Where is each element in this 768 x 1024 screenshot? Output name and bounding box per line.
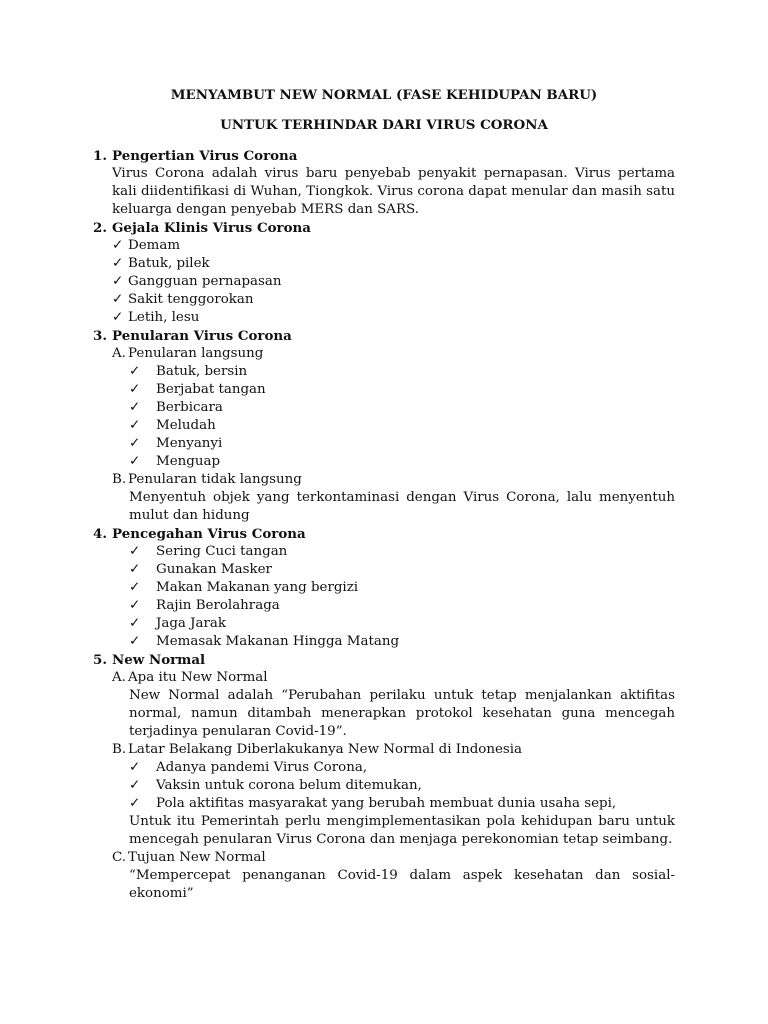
checkmark-icon: ✓	[129, 400, 141, 415]
checkmark-icon: ✓	[129, 562, 141, 577]
checkmark-icon: ✓	[129, 454, 141, 469]
list-item: ✓ Memasak Makanan Hingga Matang	[129, 634, 400, 649]
subsection-c-paragraph: “Mempercepat penanganan Covid-19 dalam aspek kesehatan dan sosial-ekonomi”	[129, 868, 675, 901]
checkmark-icon: ✓	[129, 436, 141, 451]
checkmark-icon: ✓	[129, 598, 141, 613]
section-title: New Normal	[112, 652, 206, 668]
checkmark-icon: ✓	[129, 382, 141, 397]
checkmark-icon: ✓	[129, 580, 141, 595]
section-2-heading	[93, 219, 675, 237]
section-number: 1.	[93, 148, 107, 164]
list-item: ✓ Makan Makanan yang bergizi	[129, 580, 359, 595]
list-item: ✓ Berjabat tangan	[129, 382, 266, 397]
section-number: 3.	[93, 328, 107, 344]
subsection-b-heading: B. Penularan tidak langsung	[112, 472, 302, 487]
list-item: ✓ Berbicara	[129, 400, 223, 415]
list-item: ✓ Gunakan Masker	[129, 562, 272, 577]
subsection-a-heading: A. Penularan langsung	[112, 346, 264, 361]
subsection-c-heading: C. Tujuan New Normal	[112, 850, 266, 865]
checkmark-icon: ✓	[112, 274, 124, 289]
checkmark-icon: ✓	[129, 364, 141, 379]
list-item: ✓ Rajin Berolahraga	[129, 598, 280, 613]
list-item: ✓ Pola aktifitas masyarakat yang berubah membuat dunia usaha sepi,	[129, 796, 617, 811]
list-item: ✓ Gangguan pernapasan	[112, 274, 282, 289]
list-item: ✓ Letih, lesu	[112, 310, 200, 325]
subsection-b-paragraph: Menyentuh objek yang terkontaminasi dengan Virus Corona, lalu menyentuh mulut dan hidung	[129, 490, 675, 523]
list-item: ✓ Meludah	[129, 418, 216, 433]
checkmark-icon: ✓	[112, 238, 124, 253]
section-title: Pengertian Virus Corona	[112, 148, 298, 164]
section-3-heading	[93, 327, 675, 345]
checkmark-icon: ✓	[112, 292, 124, 307]
document-title-line-1: MENYAMBUT NEW NORMAL (FASE KEHIDUPAN BARU)	[170, 87, 598, 103]
section-title: Pencegahan Virus Corona	[112, 526, 306, 542]
list-item: ✓ Menyanyi	[129, 436, 223, 451]
list-item: ✓ Menguap	[129, 454, 221, 469]
checkmark-icon: ✓	[129, 760, 141, 775]
subsection-a-paragraph: New Normal adalah “Perubahan perilaku untuk tetap menjalankan aktifitas normal, namun ditambah menerapkan protokol kesehatan guna mencegah terjadinya penularan Covid-19”.	[129, 688, 675, 739]
checkmark-icon: ✓	[129, 544, 141, 559]
list-item: ✓ Adanya pandemi Virus Corona,	[129, 760, 368, 775]
checkmark-icon: ✓	[112, 310, 124, 325]
document-body	[93, 147, 675, 903]
section-4-heading	[93, 525, 675, 543]
list-item: ✓ Sakit tenggorokan	[112, 292, 254, 307]
checkmark-icon: ✓	[112, 256, 124, 271]
document-title-line-2: UNTUK TERHINDAR DARI VIRUS CORONA	[220, 117, 548, 133]
section-1-heading	[93, 147, 675, 165]
checkmark-icon: ✓	[129, 418, 141, 433]
section-title: Penularan Virus Corona	[112, 328, 292, 344]
checkmark-icon: ✓	[129, 796, 141, 811]
section-number: 4.	[93, 526, 107, 542]
section-title: Gejala Klinis Virus Corona	[112, 220, 311, 236]
section-number: 5.	[93, 652, 107, 668]
subsection-b-paragraph: Untuk itu Pemerintah perlu mengimplementasikan pola kehidupan baru untuk mencegah penularan Virus Corona dan menjaga perekonomian tetap seimbang.	[129, 814, 675, 847]
list-item: ✓ Vaksin untuk corona belum ditemukan,	[129, 778, 422, 793]
checkmark-icon: ✓	[129, 778, 141, 793]
subsection-b-heading: B. Latar Belakang Diberlakukanya New Normal di Indonesia	[112, 742, 523, 757]
list-item: ✓ Demam	[112, 238, 181, 253]
section-number: 2.	[93, 220, 107, 236]
list-item: ✓ Jaga Jarak	[129, 616, 227, 631]
list-item: ✓ Batuk, pilek	[112, 256, 210, 271]
list-item: ✓ Batuk, bersin	[129, 364, 248, 379]
checkmark-icon: ✓	[129, 616, 141, 631]
section-5-heading	[93, 651, 675, 669]
section-1-paragraph: Virus Corona adalah virus baru penyebab penyakit pernapasan. Virus pertama kali diidentifikasi di Wuhan, Tiongkok. Virus corona dapat menular dan masih satu keluarga dengan penyebab MERS dan SARS.	[112, 166, 675, 217]
checkmark-icon: ✓	[129, 634, 141, 649]
subsection-a-heading: A. Apa itu New Normal	[112, 670, 268, 685]
list-item: ✓ Sering Cuci tangan	[129, 544, 288, 559]
